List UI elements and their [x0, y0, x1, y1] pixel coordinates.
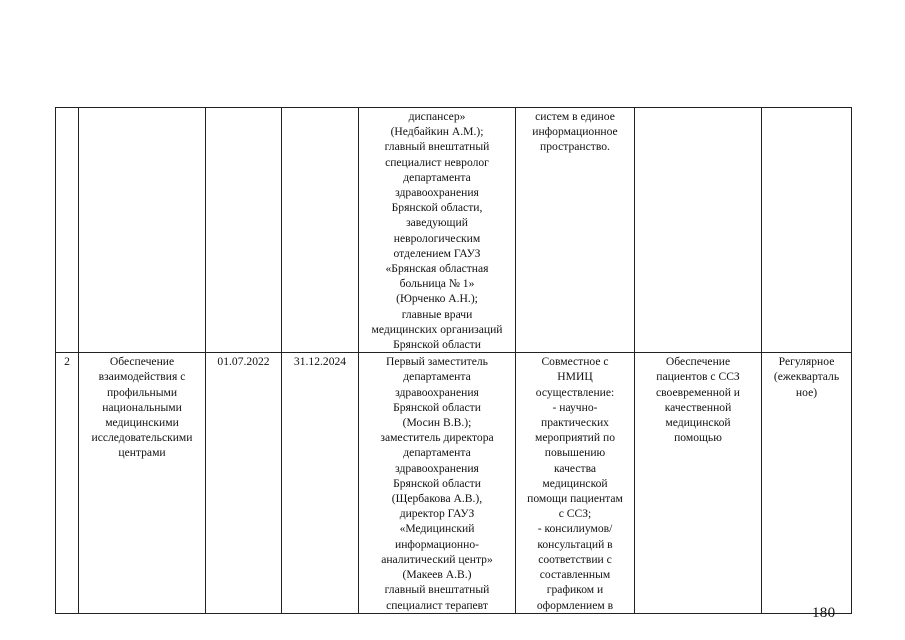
characteristic-line: пространство.: [540, 140, 610, 154]
start-date-cell: [206, 108, 282, 353]
event-line: Обеспечение: [109, 355, 175, 369]
responsible-line: «Медицинский: [399, 522, 475, 536]
end-date-cell: [282, 353, 359, 613]
responsible-cell: [359, 108, 516, 353]
row-number-cell: [56, 353, 79, 613]
responsible-line: главные врачи: [401, 307, 473, 321]
responsible-line: заведующий: [406, 216, 468, 230]
responsible-line: (Юрченко А.Н.);: [396, 292, 478, 306]
responsible-line: неврологическим: [393, 231, 481, 245]
responsible-line: Брянской области: [393, 400, 481, 414]
characteristic-line: помощи пациентам: [527, 492, 623, 506]
characteristic-line: практических: [541, 416, 609, 430]
event-line: исследовательскими: [91, 431, 193, 445]
characteristic-line: - научно-: [552, 400, 598, 414]
responsible-line: Брянской области,: [391, 201, 483, 215]
table-row: [56, 108, 852, 353]
result-line: своевременной и: [655, 385, 741, 399]
characteristic-line: - консилиумов/: [537, 522, 613, 536]
result-cell: [635, 108, 762, 353]
responsible-line: главный внештатный: [384, 583, 490, 597]
characteristic-line: качества: [553, 461, 597, 475]
responsible-line: Брянской области: [393, 338, 481, 352]
characteristic-line: мероприятий по: [535, 431, 615, 445]
result-cell: [635, 353, 762, 613]
row-number: 2: [64, 355, 70, 369]
responsible-line: аналитический центр»: [381, 552, 493, 566]
plan-table: [55, 107, 852, 614]
start-date-cell: [206, 353, 282, 613]
event-line: медицинскими: [105, 416, 179, 430]
responsible-line: директор ГАУЗ: [399, 507, 475, 521]
event-cell: [79, 108, 206, 353]
characteristic-line: соответствии с: [538, 552, 612, 566]
responsible-line: (Макеев А.В.): [402, 568, 472, 582]
frequency-line: ное): [795, 385, 818, 399]
event-cell: [79, 353, 206, 613]
responsible-line: специалист невролог: [385, 155, 489, 169]
responsible-line: больница № 1»: [399, 277, 475, 291]
characteristic-cell: [516, 353, 635, 613]
responsible-line: главный внештатный: [384, 140, 490, 154]
characteristic-line: оформлением в: [536, 598, 614, 612]
frequency-line: Регулярное: [778, 355, 835, 369]
characteristic-line: графиком и: [546, 583, 604, 597]
frequency-cell: [762, 108, 852, 353]
result-line: помощью: [674, 431, 722, 445]
characteristic-cell: [516, 108, 635, 353]
responsible-cell: [359, 353, 516, 613]
responsible-line: отделением ГАУЗ: [393, 246, 481, 260]
table-row: [56, 353, 852, 613]
characteristic-line: консультаций в: [537, 537, 613, 551]
characteristic-line: осуществление:: [535, 385, 615, 399]
page-number: 180: [812, 605, 836, 621]
row-number-cell: [56, 108, 79, 353]
responsible-line: диспансер»: [408, 110, 466, 123]
result-line: медицинской: [665, 416, 731, 430]
start-date: 01.07.2022: [217, 355, 270, 369]
event-line: взаимодействия с: [98, 370, 186, 384]
characteristic-line: медицинской: [542, 476, 608, 490]
characteristic-line: НМИЦ: [557, 370, 593, 384]
result-line: Обеспечение: [665, 355, 731, 369]
responsible-line: заместитель директора: [380, 431, 494, 445]
characteristic-line: информационное: [532, 125, 618, 139]
end-date: 31.12.2024: [293, 355, 347, 369]
characteristic-line: систем в единое: [535, 110, 615, 123]
frequency-line: (ежекварталь: [773, 370, 840, 384]
responsible-line: здравоохранения: [395, 461, 479, 475]
characteristic-line: Совместное с: [541, 355, 609, 369]
event-line: профильными: [106, 385, 178, 399]
responsible-line: Брянской области: [393, 476, 481, 490]
responsible-line: информационно-: [394, 537, 479, 551]
responsible-line: департамента: [403, 170, 471, 184]
characteristic-line: составленным: [539, 568, 611, 582]
responsible-line: департамента: [403, 446, 471, 460]
event-line: национальными: [102, 400, 182, 414]
characteristic-line: с ССЗ;: [558, 507, 592, 521]
responsible-line: здравоохранения: [395, 186, 479, 200]
responsible-line: медицинских организаций: [371, 322, 503, 336]
responsible-line: здравоохранения: [395, 385, 479, 399]
responsible-line: Первый заместитель: [386, 355, 488, 369]
responsible-line: (Щербакова А.В.),: [391, 492, 483, 506]
responsible-line: «Брянская областная: [385, 262, 489, 276]
responsible-line: специалист терапевт: [386, 598, 488, 612]
characteristic-line: повышению: [544, 446, 606, 460]
responsible-line: (Недбайкин А.М.);: [390, 125, 484, 139]
event-line: центрами: [118, 446, 166, 460]
responsible-line: (Мосин В.В.);: [402, 416, 472, 430]
frequency-cell: [762, 353, 852, 613]
end-date-cell: [282, 108, 359, 353]
responsible-line: департамента: [403, 370, 471, 384]
result-line: пациентов с ССЗ: [656, 370, 740, 384]
result-line: качественной: [664, 400, 732, 414]
